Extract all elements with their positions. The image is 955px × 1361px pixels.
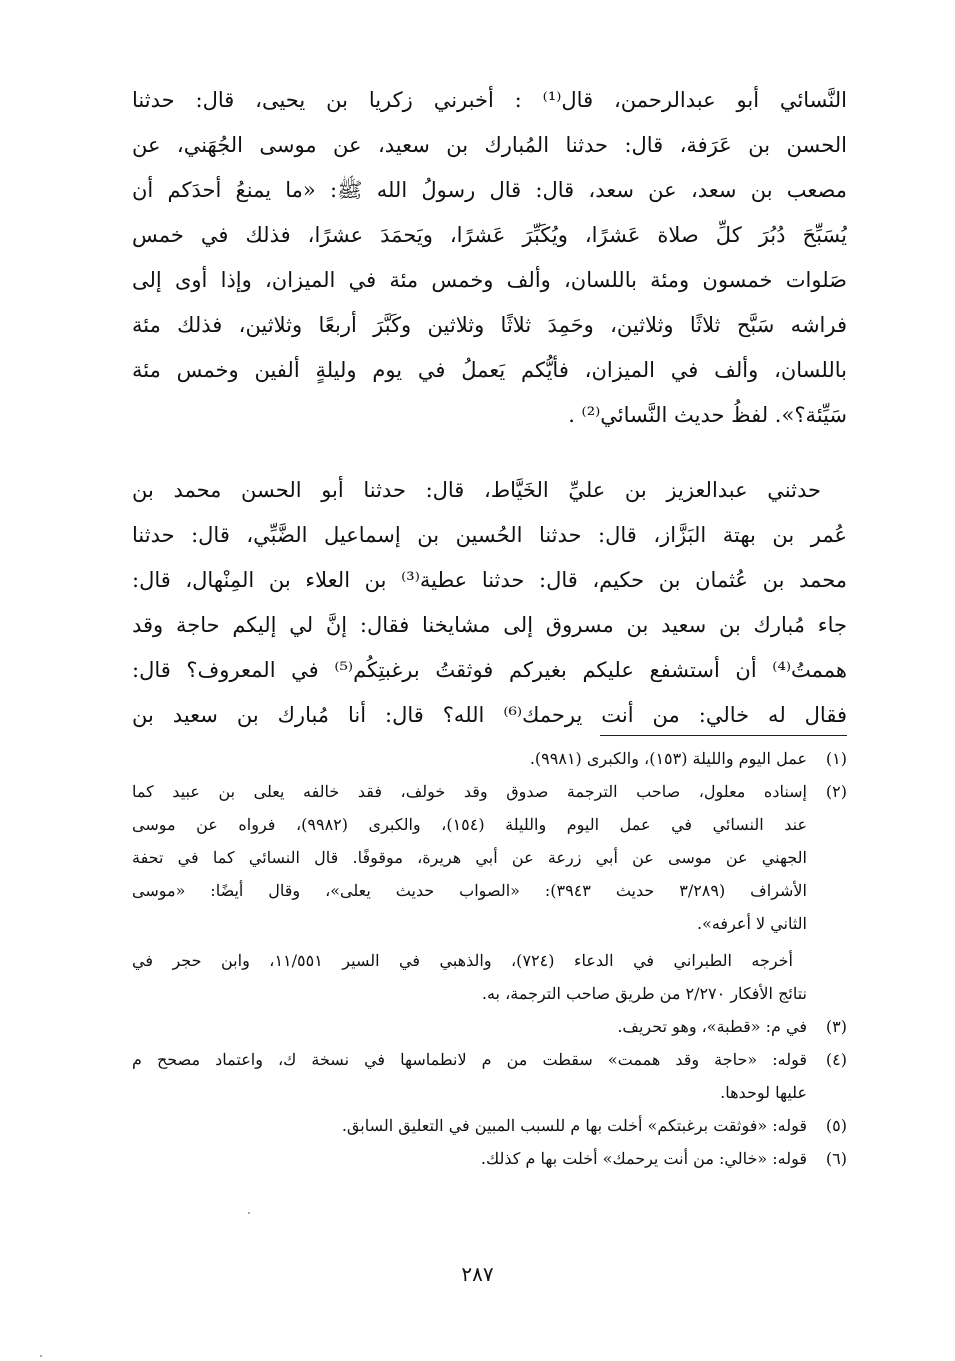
footnote-subparagraph: [132, 944, 807, 1010]
scan-speck: [40, 1355, 42, 1357]
footnote-number: (٤): [825, 1050, 847, 1069]
footnote-line: عليها لوحدها.: [720, 1083, 807, 1102]
footnote-line: أخرجه الطبراني في الدعاء (٧٢٤)، والذهبي في السير ١١/٥٥١، وابن حجر في: [132, 951, 794, 970]
footnotes: [132, 742, 847, 1175]
text-line: باللسان، وألف في الميزان، فأيُّكم يَعملُ في يوم وليلةٍ ألفين وخمس مئة: [132, 358, 847, 382]
main-text: [132, 78, 847, 738]
footnote-line: عند النسائي في عمل اليوم والليلة (١٥٤)، والكبرى (٩٩٨٢)، فرواه عن موسى: [132, 815, 807, 834]
text-line: يُسَبِّحَ دُبُرَ كلِّ صلاة عَشرًا، ويُكَبِّرَ عَشرًا، ويَحمَدَ عشرًا، فذلك في خمس: [132, 223, 847, 247]
footnote-line: في م: «قطبة»، وهو تحريف.: [617, 1017, 807, 1036]
text-line: الحسن بن عَرَفة، قال: حدثنا المُبارك بن سعيد، عن موسى الجُهَني، عن: [132, 133, 847, 157]
text-line: جاء مُبارك بن سعيد بن مسروق إلى مشايخنا فقال: إنَّ لي إليكم حاجة وقد: [132, 613, 847, 637]
text-line: فراشه سَبَّح ثلاثًا وثلاثين، وحَمِدَ ثلاثًا وثلاثين وكَبَّرَ أربعًا وثلاثين، فذلك مئة: [132, 313, 847, 337]
text-line: عُمر بن بهتة البَزَّاز، قال: حدثنا الحُسين بن إسماعيل الضَّبِّي، قال: حدثنا: [132, 523, 847, 547]
footnote-separator: [600, 735, 847, 736]
footnote: [132, 1109, 847, 1142]
footnote-number: (٦): [825, 1149, 847, 1168]
footnote-line: عمل اليوم والليلة (١٥٣)، والكبرى (٩٩٨١).: [529, 749, 807, 768]
footnote-line: قوله: «خالي: من أنت يرحمك» أخلت بها م كذلك.: [480, 1149, 807, 1168]
footnote-line: الثاني لا أعرفه».: [696, 914, 807, 933]
footnote-number: (٣): [825, 1017, 847, 1036]
footnote: [132, 1142, 847, 1175]
footnote: [132, 742, 847, 775]
text-line: صَلوات خمسون ومئة باللسان، وألف وخمس مئة في الميزان، وإذا أوى إلى: [132, 268, 847, 292]
footnote-line: إسناده معلول، صاحب الترجمة صدوق وقد خولف، فقد خالفه يعلى بن عبيد كما: [132, 782, 807, 801]
footnote-line: الجهني عن موسى عن أبي زرعة عن أبي هريرة، موقوفًا. قال النسائي كما في تحفة: [132, 848, 807, 867]
footnote-number: (١): [825, 749, 847, 768]
text-line: فقال له خالي: من أنت يرحمك⁽⁶⁾ الله؟ قال: أنا مُبارك بن سعيد بن: [132, 703, 847, 727]
text-line: مصعب بن سعد، عن سعد، قال: قال رسولُ الله ﷺ: «ما يمنعُ أحدَكم أن: [132, 178, 847, 202]
footnote: [132, 1010, 847, 1043]
footnote: [132, 775, 847, 1010]
text-line: النَّسائي أبو عبدالرحمن، قال⁽¹⁾ : أخبرني زكريا بن يحيى، قال: حدثنا: [132, 88, 847, 112]
paragraph: [132, 78, 847, 438]
footnote-number: (٢): [825, 782, 847, 801]
paragraph: [132, 468, 847, 738]
text-line: سَيِّئة؟». لفظُ حديث النَّسائي⁽²⁾ .: [568, 403, 847, 427]
footnote-line: نتائج الأفكار ٢/٢٧٠ من طريق صاحب الترجمة، به.: [481, 984, 807, 1003]
footnote-line: قوله: «حاجة وقد هممت» سقطت من م لانطماسها في نسخة ك، واعتماد مصحح م: [132, 1050, 807, 1069]
footnote-line: الأشراف (٣/٢٨٩ حديث ٣٩٤٣): «الصواب حديث يعلى»، وقال أيضًا: «موسى: [132, 881, 807, 900]
scan-speck: [248, 1212, 250, 1214]
footnote-number: (٥): [825, 1116, 847, 1135]
text-line: هممتُ⁽⁴⁾ أن أستشفع عليكم بغيركم فوثقتُ برغبتِكُم⁽⁵⁾ في المعروف؟ قال:: [132, 658, 847, 682]
footnote: [132, 1043, 847, 1109]
footnote-line: قوله: «فوثقت برغبتكم» أخلت بها م للسبب المبين في التعليق السابق.: [341, 1116, 807, 1135]
text-line: حدثني عبدالعزيز بن عليِّ الخَيَّاط، قال: حدثنا أبو الحسن محمد بن: [132, 478, 821, 502]
text-line: محمد بن عُثمان بن حكيم، قال: حدثنا عطية⁽³⁾ بن العلاء بن المِنْهال، قال:: [132, 568, 847, 592]
page-number: ٢٨٧: [461, 1262, 494, 1286]
